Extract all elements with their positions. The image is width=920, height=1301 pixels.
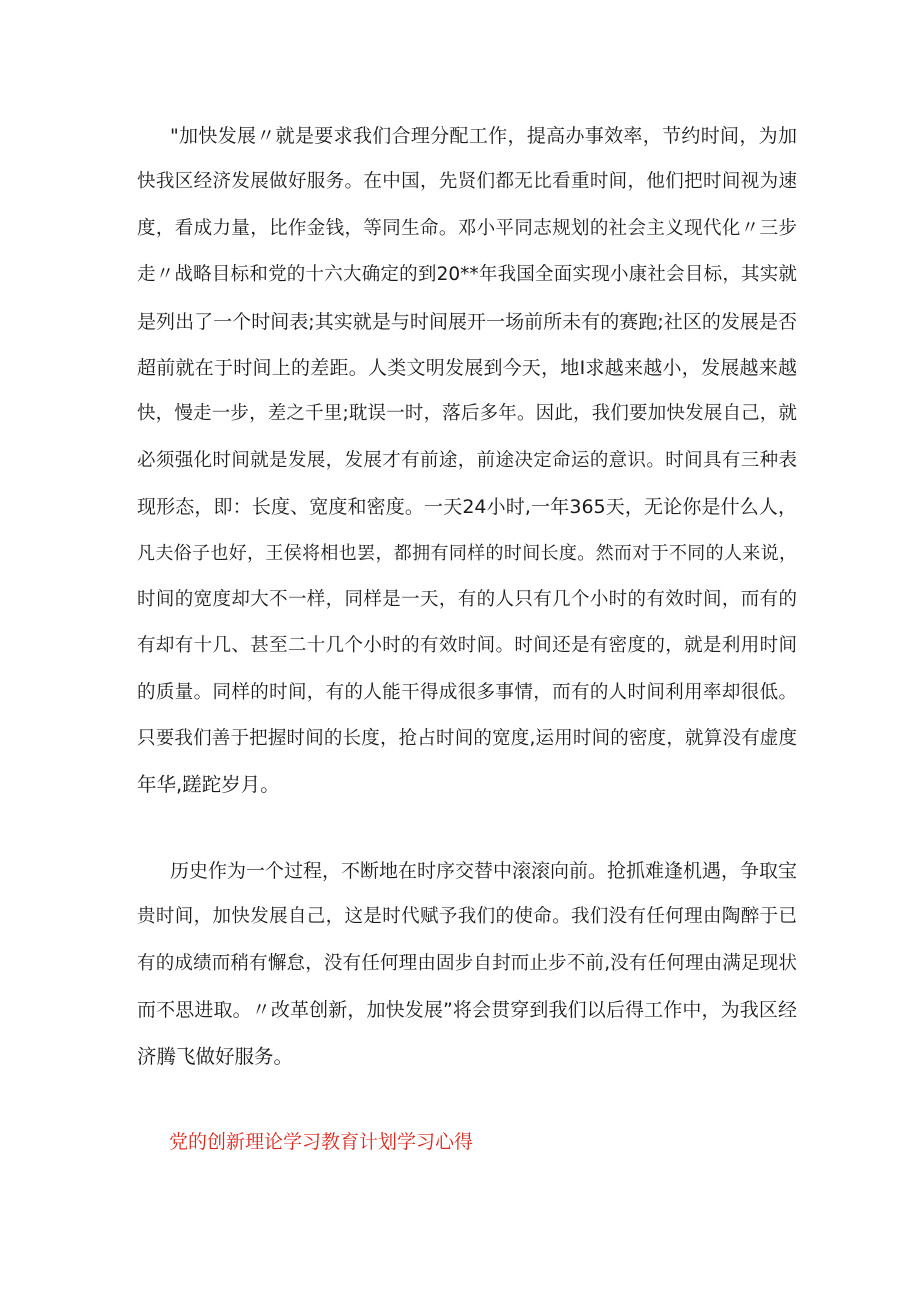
paragraph-line: 历史作为一个过程，不断地在时序交替中滚滚向前。抢抓难逢机遇，争取宝 bbox=[170, 860, 798, 882]
paragraph-line: 快，慢走一步，差之千里;耽误一时，落后多年。因此，我们要加快发展自己，就 bbox=[137, 403, 797, 425]
paragraph-line: 有的成绩而稍有懈怠，没有任何理由固步自封而止步不前,没有任何理由满足现状 bbox=[137, 952, 797, 974]
paragraph-line: 度，看成力量，比作金钱，等同生命。邓小平同志规划的社会主义现代化〃三步 bbox=[137, 217, 797, 239]
paragraph-line: 只要我们善于把握时间的长度，抢占时间的宽度,运用时间的密度，就算没有虚度 bbox=[137, 728, 797, 750]
paragraph-line: 超前就在于时间上的差距。人类文明发展到今天，地I求越来越小，发展越来越 bbox=[137, 356, 797, 379]
paragraph-line: 凡夫俗子也好，王侯将相也罢，都拥有同样的时间长度。然而对于不同的人来说， bbox=[137, 542, 797, 564]
paragraph-line: 济腾飞做好服务。 bbox=[137, 1044, 294, 1068]
paragraph-line: 贵时间，加快发展自己，这是时代赋予我们的使命。我们没有任何理由陶醉于已 bbox=[137, 906, 797, 928]
paragraph-line: 走〃战略目标和党的十六大确定的到20**年我国全面实现小康社会目标，其实就 bbox=[137, 264, 797, 286]
paragraph-line: 有却有十几、甚至二十几个小时的有效时间。时间还是有密度的，就是利用时间 bbox=[137, 635, 797, 657]
paragraph-line: 快我区经济发展做好服务。在中国，先贤们都无比看重时间，他们把时间视为速 bbox=[137, 171, 797, 193]
paragraph-1 bbox=[137, 113, 797, 809]
paragraph-2 bbox=[137, 848, 797, 1080]
paragraph-line: 是列出了一个时间表;其实就是与时间展开一场前所未有的赛跑;社区的发展是否 bbox=[137, 310, 797, 333]
related-article-link[interactable]: 党的创新理论学习教育计划学习心得 bbox=[169, 1131, 474, 1153]
paragraph-line: "加快发展〃就是要求我们合理分配工作，提高办事效率，节约时间，为加 bbox=[170, 125, 797, 147]
paragraph-line: 的质量。同样的时间，有的人能干得成很多事情，而有的人时间利用率却很低。 bbox=[137, 681, 797, 703]
paragraph-line: 时间的宽度却大不一样，同样是一天，有的人只有几个小时的有效时间，而有的 bbox=[137, 588, 797, 610]
paragraph-line: 现形态，即：长度、宽度和密度。一天24小时,一年365天，无论你是什么人， bbox=[137, 496, 797, 519]
paragraph-line: 必须强化时间就是发展，发展才有前途，前途决定命运的意识。时间具有三种表 bbox=[137, 449, 797, 471]
paragraph-line: 年华,蹉跎岁月。 bbox=[137, 773, 280, 797]
paragraph-line: 而不思进取。〃改革创新，加快发展”将会贯穿到我们以后得工作中，为我区经 bbox=[137, 999, 797, 1022]
